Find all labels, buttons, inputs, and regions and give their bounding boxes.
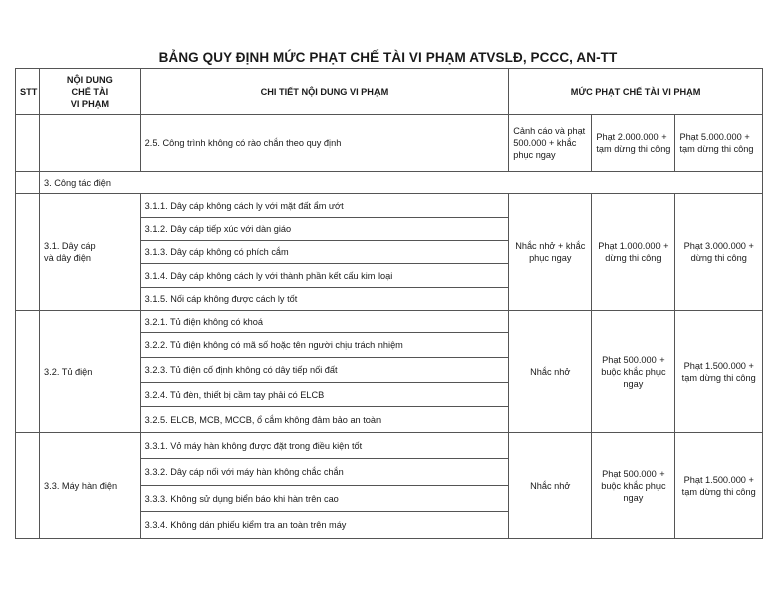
section-title: 3. Công tác điện	[40, 172, 763, 194]
table-row	[16, 311, 763, 333]
content-cell	[40, 115, 141, 172]
detail-cell: 3.2.1. Tủ điện không có khoá	[140, 311, 509, 333]
header-muc-phat: MỨC PHẠT CHẾ TÀI VI PHẠM	[509, 69, 763, 115]
header-noi-dung: NỘI DUNG CHẾ TÀI VI PHẠM	[40, 69, 141, 115]
stt-cell	[16, 172, 40, 194]
detail-cell: 3.2.2. Tủ điện không có mã số hoặc tên người chịu trách nhiệm	[140, 333, 509, 358]
stt-cell	[16, 194, 40, 311]
penalty-cell: Phạt 2.000.000 + tạm dừng thi công	[592, 115, 675, 172]
document-title: BẢNG QUY ĐỊNH MỨC PHẠT CHẾ TÀI VI PHẠM ATVSLĐ, PCCC, AN-TT	[158, 50, 618, 65]
detail-cell: 3.3.2. Dây cáp nối với máy hàn không chắc chắn	[140, 459, 509, 486]
detail-cell: 2.5. Công trình không có rào chắn theo quy định	[140, 115, 509, 172]
group-name: 3.3. Máy hàn điện	[40, 433, 141, 539]
stt-cell	[16, 115, 40, 172]
stt-cell	[16, 311, 40, 433]
penalty-cell: Cảnh cáo và phạt 500.000 + khắc phục ngay	[509, 115, 592, 172]
penalty-cell: Nhắc nhở + khắc phục ngay	[509, 194, 592, 311]
header-row	[16, 69, 763, 115]
penalty-cell: Nhắc nhở	[509, 311, 592, 433]
detail-cell: 3.2.3. Tủ điện cố định không có dây tiếp nối đất	[140, 358, 509, 383]
detail-cell: 3.1.3. Dây cáp không có phích cắm	[140, 241, 509, 264]
penalty-cell: Phạt 3.000.000 + dừng thi công	[675, 194, 763, 311]
penalty-cell: Phạt 500.000 + buộc khắc phục ngay	[592, 311, 675, 433]
table-row	[16, 194, 763, 218]
stt-cell	[16, 433, 40, 539]
detail-cell: 3.1.4. Dây cáp không cách ly với thành phần kết cấu kim loại	[140, 264, 509, 288]
detail-cell: 3.1.2. Dây cáp tiếp xúc với dàn giáo	[140, 218, 509, 241]
table-row	[16, 433, 763, 459]
table-row	[16, 115, 763, 172]
detail-cell: 3.1.5. Nối cáp không được cách ly tốt	[140, 288, 509, 311]
penalty-cell: Nhắc nhở	[509, 433, 592, 539]
detail-cell: 3.3.3. Không sử dụng biển báo khi hàn trên cao	[140, 486, 509, 512]
group-name: 3.1. Dây cáp và dây điện	[40, 194, 141, 311]
penalty-cell: Phạt 1.000.000 + dừng thi công	[592, 194, 675, 311]
group-name: 3.2. Tủ điện	[40, 311, 141, 433]
header-stt: STT	[16, 69, 40, 115]
penalty-cell: Phạt 5.000.000 + tạm dừng thi công	[675, 115, 763, 172]
detail-cell: 3.3.1. Vỏ máy hàn không được đặt trong điều kiện tốt	[140, 433, 509, 459]
penalty-cell: Phạt 1.500.000 + tạm dừng thi công	[675, 433, 763, 539]
detail-cell: 3.2.4. Tủ đèn, thiết bị cầm tay phải có ELCB	[140, 383, 509, 407]
detail-cell: 3.1.1. Dây cáp không cách ly với mặt đất ẩm ướt	[140, 194, 509, 218]
section-row	[16, 172, 763, 194]
header-chi-tiet: CHI TIẾT NỘI DUNG VI PHẠM	[140, 69, 509, 115]
penalty-cell: Phạt 1.500.000 + tạm dừng thi công	[675, 311, 763, 433]
detail-cell: 3.2.5. ELCB, MCB, MCCB, ổ cắm không đảm bảo an toàn	[140, 407, 509, 433]
penalty-cell: Phạt 500.000 + buộc khắc phục ngay	[592, 433, 675, 539]
penalty-table	[15, 68, 763, 539]
detail-cell: 3.3.4. Không dán phiếu kiểm tra an toàn trên máy	[140, 512, 509, 539]
